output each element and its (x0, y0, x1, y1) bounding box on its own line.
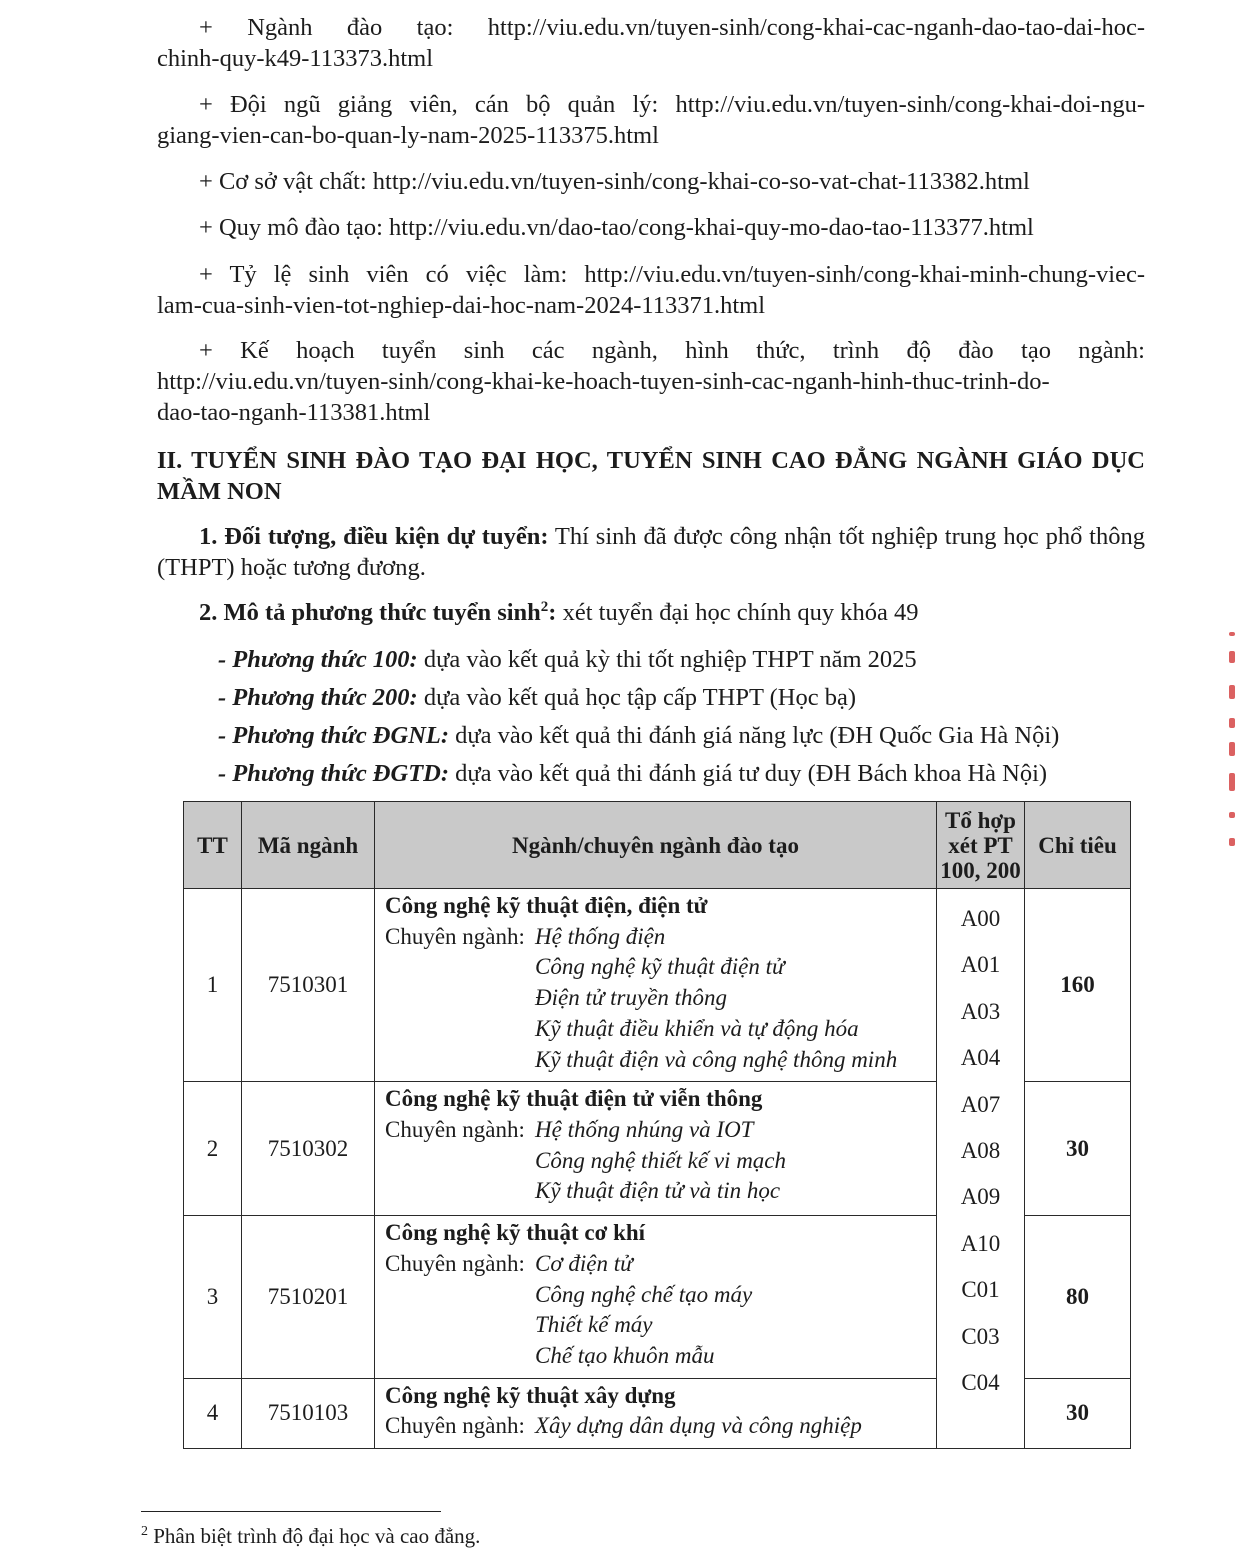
row-tt: 4 (184, 1378, 242, 1448)
header-tt: TT (184, 802, 242, 889)
header-program: Ngành/chuyên ngành đào tạo (375, 802, 937, 889)
spec-label: Chuyên ngành: (385, 1413, 525, 1439)
link-industries: + Ngành đào tạo: http://viu.edu.vn/tuyen-sinh/cong-khai-cac-nganh-dao-tao-dai-hoc- chinh-quy-k49-113373.html (157, 14, 1145, 72)
method-100: - Phương thức 100: dựa vào kết quả kỳ thi tốt nghiệp THPT năm 2025 (218, 646, 917, 673)
program-title: Công nghệ kỹ thuật điện tử viễn thông (385, 1086, 763, 1112)
section-heading: II. TUYỂN SINH ĐÀO TẠO ĐẠI HỌC, TUYỂN SINH CAO ĐẲNG NGÀNH GIÁO DỤC MẦM NON (157, 447, 1145, 505)
combo-code: C03 (961, 1323, 1000, 1349)
row-quota: 30 (1025, 1082, 1131, 1216)
eligibility-paragraph (157, 521, 1145, 583)
combo-code: A10 (960, 1230, 1001, 1256)
link-faculty: + Đội ngũ giảng viên, cán bộ quản lý: http://viu.edu.vn/tuyen-sinh/cong-khai-doi-ngu- giang-vien-can-bo-quan-ly-nam-2025-113375.html (157, 91, 1145, 149)
combo-code: A09 (960, 1184, 1001, 1210)
row-quota: 160 (1025, 889, 1131, 1082)
row-program (375, 1082, 937, 1216)
link-facilities: + Cơ sở vật chất: http://viu.edu.vn/tuyen-sinh/cong-khai-co-so-vat-chat-113382.html (199, 168, 1030, 195)
combo-code: A07 (960, 1091, 1001, 1117)
row-tt: 3 (184, 1216, 242, 1379)
spec-item: Kỹ thuật điện tử và tin học (535, 1178, 781, 1204)
admission-method-label: 2. Mô tả phương thức tuyển sinh (199, 599, 541, 626)
spec-item: Chế tạo khuôn mẫu (535, 1343, 715, 1369)
combo-code: A04 (960, 1045, 1001, 1071)
link-employment-rate: + Tỷ lệ sinh viên có việc làm: http://viu.edu.vn/tuyen-sinh/cong-khai-minh-chung-viec- lam-cua-sinh-vien-tot-nghiep-dai-hoc-nam-2024-113371.html (157, 261, 1145, 319)
table-row (184, 889, 1131, 1082)
method-dgnl: - Phương thức ĐGNL: dựa vào kết quả thi đánh giá năng lực (ĐH Quốc Gia Hà Nội) (218, 722, 1060, 749)
spec-item: Công nghệ chế tạo máy (535, 1281, 753, 1307)
program-title: Công nghệ kỹ thuật cơ khí (385, 1220, 646, 1246)
method-200: - Phương thức 200: dựa vào kết quả học tập cấp THPT (Học bạ) (218, 684, 856, 711)
admission-method-text: xét tuyển đại học chính quy khóa 49 (556, 599, 919, 626)
link-training-scale: + Quy mô đào tạo: http://viu.edu.vn/dao-tao/cong-khai-quy-mo-dao-tao-113377.html (199, 214, 1034, 241)
row-program (375, 1378, 937, 1448)
combo-code: A01 (960, 952, 1001, 978)
program-title: Công nghệ kỹ thuật điện, điện tử (385, 893, 708, 918)
spec-label: Chuyên ngành: (385, 923, 525, 949)
spec-label: Chuyên ngành: (385, 1116, 525, 1142)
footnote-mark: 2 (141, 1524, 148, 1539)
combo-code: A08 (960, 1138, 1001, 1164)
row-tt: 1 (184, 889, 242, 1082)
eligibility-text: Thí sinh đã được công nhận tốt nghiệp trung học phổ thông (THPT) hoặc tương đương. (157, 523, 1145, 581)
row-tt: 2 (184, 1082, 242, 1216)
row-program (375, 1216, 937, 1379)
row-quota: 30 (1025, 1378, 1131, 1448)
combo-code: C04 (961, 1370, 1000, 1396)
combo-list (937, 889, 1025, 1449)
method-dgtd: - Phương thức ĐGTD: dựa vào kết quả thi đánh giá tư duy (ĐH Bách khoa Hà Nội) (218, 760, 1048, 787)
row-quota: 80 (1025, 1216, 1131, 1379)
spec-item: Cơ điện tử (535, 1250, 633, 1276)
spec-item: Điện tử truyền thông (535, 985, 728, 1011)
spec-item: Thiết kế máy (535, 1312, 653, 1338)
table-header-row (184, 802, 1131, 889)
row-code: 7510302 (242, 1082, 375, 1216)
footnote (141, 1524, 480, 1549)
spec-label: Chuyên ngành: (385, 1250, 525, 1276)
program-title: Công nghệ kỹ thuật xây dựng (385, 1382, 676, 1408)
link-admission-plan: + Kế hoạch tuyển sinh các ngành, hình thức, trình độ đào tạo ngành: http://viu.edu.vn/tuyen-sinh/cong-khai-ke-hoach-tuyen-sinh-cac-nganh-hinh-thuc-trinh-do- dao-tao-nganh-113381.html (157, 337, 1145, 426)
spec-item: Kỹ thuật điện và công nghệ thông minh (535, 1046, 898, 1072)
footnote-text: Phân biệt trình độ đại học và cao đẳng. (148, 1524, 481, 1548)
header-quota: Chỉ tiêu (1025, 802, 1131, 889)
spec-item: Công nghệ kỹ thuật điện tử (535, 954, 785, 980)
row-code: 7510103 (242, 1378, 375, 1448)
row-code: 7510201 (242, 1216, 375, 1379)
row-program (375, 889, 937, 1082)
footnote-divider (141, 1511, 441, 1512)
spec-item: Công nghệ thiết kế vi mạch (535, 1147, 787, 1173)
row-code: 7510301 (242, 889, 375, 1082)
spec-item: Xây dựng dân dụng và công nghiệp (535, 1413, 862, 1439)
combo-code: C01 (961, 1277, 1000, 1303)
programs-table (183, 801, 1131, 1449)
combo-code: A03 (960, 998, 1001, 1024)
spec-item: Hệ thống nhúng và IOT (535, 1116, 754, 1142)
eligibility-label: 1. Đối tượng, điều kiện dự tuyển: (199, 523, 549, 550)
spec-item: Kỹ thuật điều khiển và tự động hóa (535, 1015, 859, 1041)
admission-method-paragraph: 2. Mô tả phương thức tuyển $\sinh^2$: xét tuyển đại học chính quy khóa 49 (199, 598, 919, 626)
footnote-ref: 2 (540, 598, 549, 615)
header-combo: Tổ hợp xét PT 100, 200 (937, 802, 1025, 889)
combo-code: A00 (960, 906, 1001, 931)
header-code: Mã ngành (242, 802, 375, 889)
spec-item: Hệ thống điện (535, 923, 666, 949)
